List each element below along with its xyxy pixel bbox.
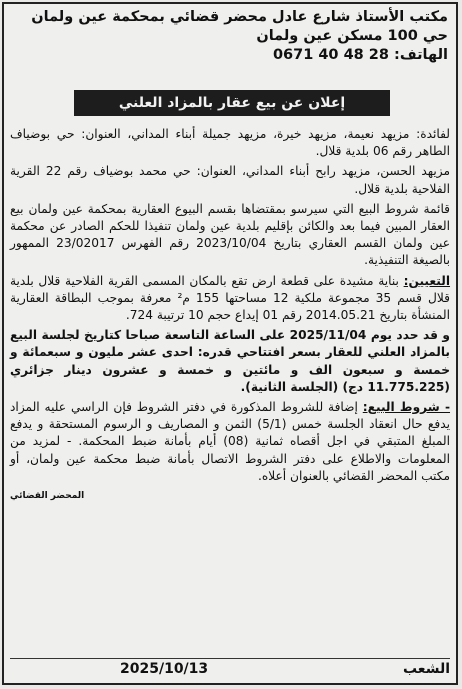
office-address: حي 100 مسكن عين ولمان	[256, 28, 448, 44]
sale-conditions-paragraph	[10, 399, 450, 485]
phone-number: 0671 40 48 28	[272, 47, 389, 63]
beneficiaries-paragraph-2: مزيهد الحسن، مزيهد رابح أبناء المداني، العنوان: حي محمد بوضياف رقم 22 القرية الفلاحية بلدية قلال.	[10, 164, 451, 196]
office-phone-line	[8, 46, 448, 65]
publication-footer	[10, 658, 450, 679]
phone-label: الهاتف:	[394, 47, 448, 63]
newspaper-name: الشعب	[402, 661, 450, 677]
designation-label: التعيين:	[403, 273, 451, 288]
office-name: مكتب الأستاذ شارع عادل محضر قضائي بمحكمة عين ولمان	[31, 9, 448, 25]
publication-date: 2025/10/13	[120, 661, 209, 677]
notice-body	[10, 126, 450, 505]
auction-date-paragraph: و قد حدد يوم 2025/11/04 على الساعة التاسعة صباحا كتاريخ لجلسة البيع بالمزاد العلني للعقار بسعر افتتاحي قدره: احدى عشر مليون و سبعمائة و خمسة و سبعون الف و مائتين و خمسة و عشرون دينار جزائري (11.775.225 دج) (الجلسة الثانية).	[10, 328, 451, 394]
office-header	[8, 8, 448, 65]
signature: المحضر القضائي	[10, 491, 85, 502]
legal-notice	[2, 2, 458, 685]
designation-paragraph	[10, 273, 450, 325]
notice-title: إعلان عن بيع عقار بالمزاد العلني	[74, 90, 390, 116]
sale-conditions-text: إضافة للشروط المذكورة في دفتر الشروط فإن الراسي عليه المزاد يدفع حال انعقاد الجلسة خمس (5/1) الثمن و المصاريف و الرسوم المستحقة و يدفع المبلغ المتبقي في اجل أقصاه ثمانية (08) أيام بأمانة ضبط المحكمة. - لمزيد من المعلومات والاطلاع على دفتر الشروط الاتصال بأمانة ضبط محكمة عين ولمان، أو مكتب المحضر القضائي بالعنوان أعلاه.	[10, 400, 451, 483]
designation-text: بناية مشيدة على قطعة ارض تقع بالمكان المسمى القرية الفلاحية قلال بلدية قلال قسم 35 مجموعة ملكية 12 مساحتها 155 م² معرفة بموجب البطاقة العقارية المنشأة بتاريخ 2014.05.21 رقم 01 إيداع حجم 10 ترتيبة 724.	[10, 273, 451, 323]
beneficiaries-paragraph: لفائدة: مزيهد نعيمة، مزيهد خيرة، مزيهد جميلة أبناء المداني، العنوان: حي بوضياف الطاهر رقم 06 بلدية قلال.	[10, 127, 450, 159]
sale-conditions-label: - شروط البيع:	[362, 400, 451, 415]
conditions-list-paragraph: قائمة شروط البيع التي سيرسو بمقتضاها بقسم البيوع العقارية بمحكمة عين ولمان بيع العقار المبين فيما بعد والكائن بإقليم بلدية عين ولمان تنفيذا للحكم الصادر عن محكمة عين ولمان القسم العقاري بتاريخ 2023/10/04 رقم الفهرس 23/02017 الممهور بالصيغة التنفيذية.	[10, 201, 450, 268]
